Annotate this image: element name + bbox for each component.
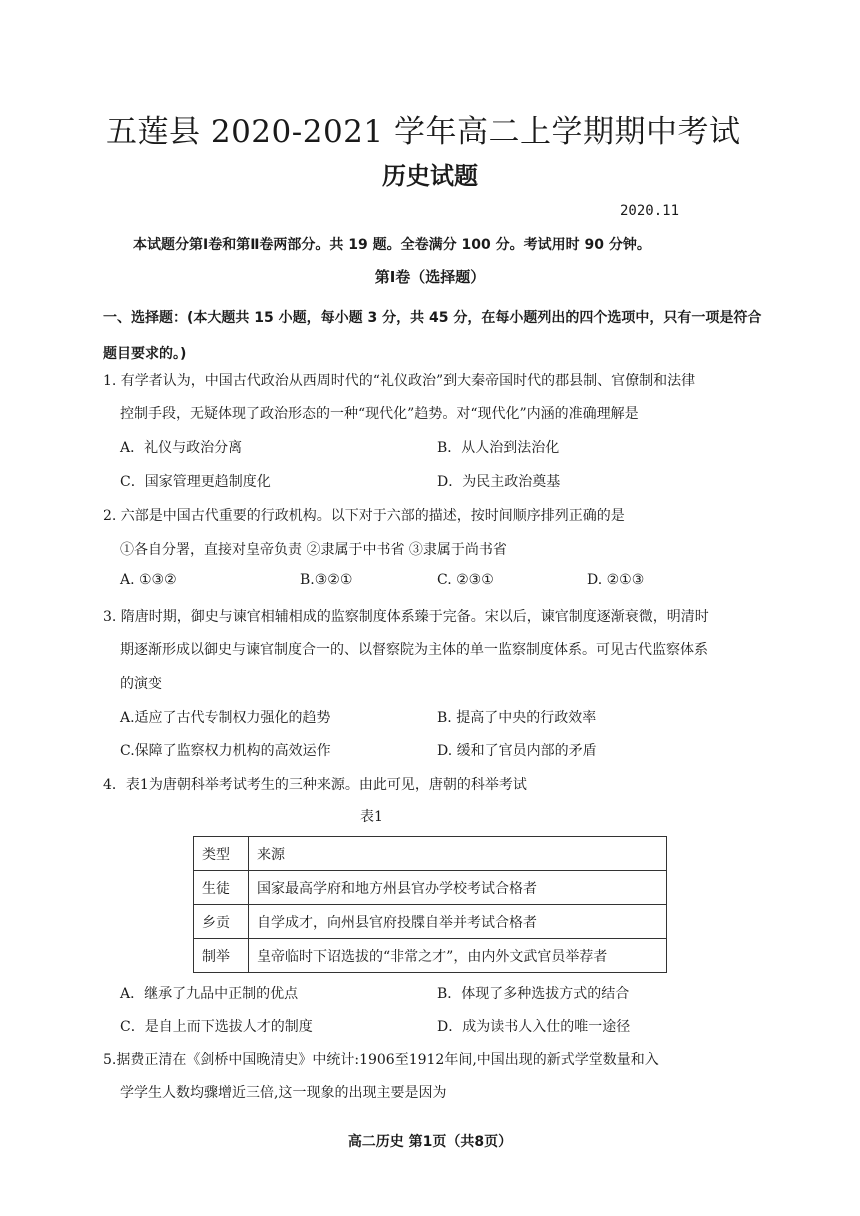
question-2-option-b[interactable]: B.③②① (300, 572, 353, 588)
table-row (194, 871, 667, 905)
question-2-line-1: 2. 六部是中国古代重要的行政机构。以下对于六部的描述，按时间顺序排列正确的是 (103, 508, 625, 524)
question-3-line-2: 期逐渐形成以御史与谏官制度合一的、以督察院为主体的单一监察制度体系。可见古代监察体系 (120, 642, 708, 658)
question-2-option-a[interactable]: A. ①③② (120, 572, 177, 588)
table-row (194, 905, 667, 939)
question-4-option-b[interactable]: B．体现了多种选拔方式的结合 (437, 986, 630, 1002)
table-cell: 皇帝临时下诏选拔的“非常之才”，由内外文武官员举荐者 (249, 939, 667, 973)
candidate-source-table (193, 836, 667, 973)
exam-subject: 历史试题 (382, 161, 478, 190)
table-header-cell: 类型 (194, 837, 249, 871)
question-3-option-a[interactable]: A.适应了古代专制权力强化的趋势 (120, 710, 331, 726)
question-3-line-3: 的演变 (120, 676, 162, 692)
table-cell: 国家最高学府和地方州县官办学校考试合格者 (249, 871, 667, 905)
exam-notice: 本试题分第Ⅰ卷和第Ⅱ卷两部分。共 19 题。全卷满分 100 分。考试用时 90 分钟。 (133, 237, 651, 253)
table-row (194, 939, 667, 973)
question-2-option-c[interactable]: C. ②③① (437, 572, 494, 588)
question-1-option-b[interactable]: B．从人治到法治化 (437, 440, 560, 456)
question-4-line-1: 4．表1为唐朝科举考试考生的三种来源。由此可见，唐朝的科举考试 (103, 777, 527, 793)
table-cell: 制举 (194, 939, 249, 973)
question-1-line-2: 控制手段，无疑体现了政治形态的一种“现代化”趋势。对“现代化”内涵的准确理解是 (120, 406, 639, 422)
question-3-line-1: 3. 隋唐时期，御史与谏官相辅相成的监察制度体系臻于完备。宋以后，谏官制度逐渐衰微，明清时 (103, 609, 709, 625)
question-2-option-d[interactable]: D. ②①③ (587, 572, 645, 588)
question-3-option-d[interactable]: D. 缓和了官员内部的矛盾 (437, 743, 597, 759)
question-1-option-d[interactable]: D．为民主政治奠基 (437, 474, 561, 490)
table-header-cell: 来源 (249, 837, 667, 871)
page-footer: 高二历史 第1页（共8页） (347, 1134, 513, 1150)
question-1-option-c[interactable]: C．国家管理更趋制度化 (120, 474, 271, 490)
table-header-row (194, 837, 667, 871)
question-2-line-2: ①各自分署，直接对皇帝负责 ②隶属于中书省 ③隶属于尚书省 (120, 542, 507, 558)
question-5-line-1: 5.据费正清在《剑桥中国晚清史》中统计:1906至1912年间,中国出现的新式学堂数量和入 (103, 1052, 659, 1068)
section-instructions: 一、选择题：(本大题共 15 小题，每小题 3 分，共 45 分，在每小题列出的四个选项中，只有一项是符合题目要求的。) (103, 310, 762, 362)
table-cell: 生徒 (194, 871, 249, 905)
table-caption: 表1 (360, 809, 383, 825)
question-1-option-a[interactable]: A．礼仪与政治分离 (120, 440, 243, 456)
section-heading: 第Ⅰ卷（选择题） (374, 268, 486, 286)
question-4-option-c[interactable]: C．是自上而下选拔人才的制度 (120, 1019, 313, 1035)
question-1-line-1: 1. 有学者认为，中国古代政治从西周时代的“礼仪政治”到大秦帝国时代的郡县制、官僚制和法律 (103, 373, 696, 389)
table-cell: 自学成才，向州县官府投牒自举并考试合格者 (249, 905, 667, 939)
question-3-option-b[interactable]: B. 提高了中央的行政效率 (437, 710, 597, 726)
question-4-option-a[interactable]: A．继承了九品中正制的优点 (120, 986, 299, 1002)
question-3-option-c[interactable]: C.保障了监察权力机构的高效运作 (120, 743, 331, 759)
exam-title: 五莲县 2020-2021 学年高二上学期期中考试 (106, 114, 741, 150)
question-4-option-d[interactable]: D．成为读书人入仕的唯一途径 (437, 1019, 631, 1035)
question-5-line-2: 学学生人数均骤增近三倍,这一现象的出现主要是因为 (120, 1085, 447, 1101)
exam-date: 2020.11 (620, 203, 680, 219)
table-cell: 乡贡 (194, 905, 249, 939)
